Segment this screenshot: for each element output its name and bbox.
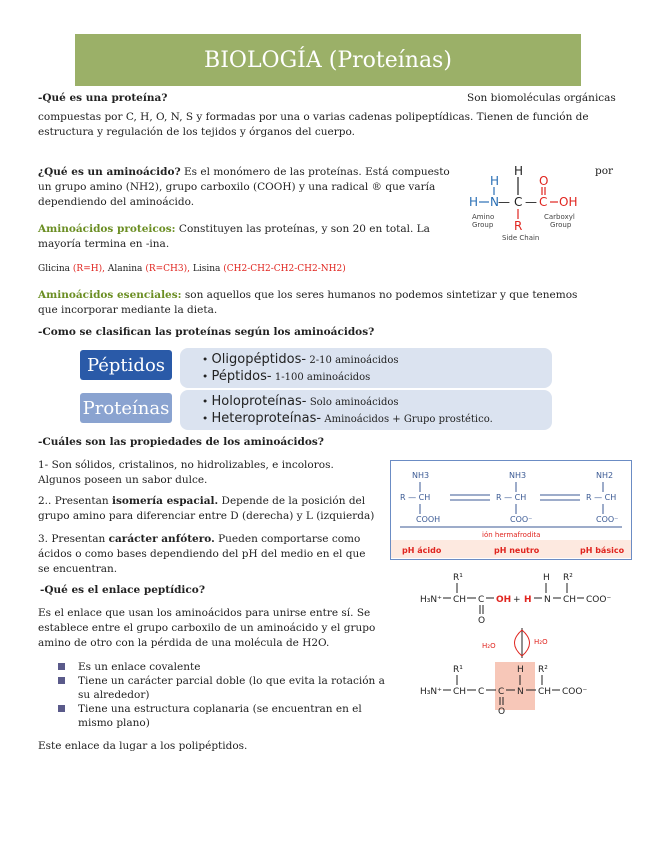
- amino-h-top: H: [490, 174, 500, 188]
- pep-o-bottom: O: [498, 707, 506, 717]
- question-peptide-bond: -Qué es el enlace peptídico?: [40, 584, 205, 596]
- pep-r2-bottom: R²: [538, 665, 548, 675]
- pep-r1-bottom: R¹: [453, 665, 463, 675]
- pep-ch-top: CH: [453, 595, 467, 605]
- ph-nh3-a: NH3: [412, 471, 430, 480]
- property-3-rest: Pueden comportarse como ácidos o como bases dependiendo del pH del medio en el que se encuentran.: [38, 533, 366, 575]
- ph-acido: pH ácido: [402, 546, 442, 555]
- ph-coo-b: COO⁻: [596, 515, 619, 524]
- side-chain-label: Side Chain: [502, 234, 540, 242]
- pep-r1-top: R¹: [453, 573, 463, 583]
- peptidos-list: [202, 352, 398, 386]
- pep-h-bottom: H: [517, 665, 524, 675]
- amino-r: R: [514, 219, 523, 233]
- property-3-start: 3. Presentan: [38, 533, 106, 545]
- answer-aminoacid: Es el monómero de las proteínas. Está compuesto: [184, 166, 450, 178]
- amino-o: O: [539, 174, 549, 188]
- proteicos-label: Aminoácidos proteicos:: [38, 223, 176, 235]
- peptidos-item: • Péptidos- 1-100 aminoácidos: [202, 369, 371, 384]
- peptide-bond-text: Es el enlace que usan los aminoácidos para unirse entre sí. Se establece entre el grupo carboxilo de un aminoácido y el grupo amino de otro con la pérdida de una molécula de H2O.: [38, 607, 376, 649]
- ph-basico: pH básico: [580, 546, 625, 555]
- amino-bond-center: —: [462, 163, 463, 164]
- property-1: 1- Son sólidos, cristalinos, no hidrolizables, e incoloros. Algunos poseen un sabor dulce.: [38, 459, 334, 486]
- list-item: Tiene una estructura coplanaria (se encuentran en el mismo plano): [38, 702, 398, 730]
- amino-oh: OH: [559, 195, 578, 209]
- pep-ch2-bottom: CH: [538, 687, 552, 697]
- pep-coo-top: COO⁻: [586, 595, 612, 605]
- esenciales-label: Aminoácidos esenciales:: [38, 289, 182, 301]
- question-aminoacid: ¿Qué es un aminoácido?: [38, 166, 181, 178]
- proteicos-text: Constituyen las proteínas, y son 20 en total. La mayoría termina en -ina.: [38, 223, 430, 250]
- example-alanina: Alanina: [107, 264, 143, 274]
- peptide-bond-diagram: [412, 568, 642, 718]
- pep-coo-bottom: COO⁻: [562, 687, 588, 697]
- answer-protein-rest: compuestas por C, H, O, N, S y formadas por una o varias cadenas polipeptídicas. Tienen de función de estructura y regulación de los tejidos y órganos del cuerpo.: [38, 111, 589, 138]
- ph-diagram: [390, 460, 632, 560]
- property-3-bold: carácter anfótero.: [108, 533, 215, 545]
- answer-protein-start: Son biomoléculas orgánicas: [467, 92, 616, 104]
- question-protein: -Qué es una proteína?: [38, 92, 168, 104]
- ph-zwitterion: ión hermafrodita: [482, 531, 541, 539]
- pep-oh: OH: [496, 595, 512, 605]
- aminoacid-paragraph: [38, 165, 458, 210]
- esenciales-text: son aquellos que los seres humanos no podemos sintetizar y que tenemos que incorporar mediante la dieta.: [38, 289, 578, 316]
- ph-rch-a: R — CH: [400, 493, 431, 502]
- pep-h-top: H: [543, 573, 550, 583]
- property-3: [38, 532, 378, 577]
- pep-h3n-bottom: H₃N⁺: [420, 687, 442, 697]
- peptide-bond-list: [38, 660, 398, 730]
- aminoacid-examples: [38, 264, 346, 274]
- page-title: BIOLOGÍA (Proteínas): [75, 34, 581, 86]
- question-classification: -Como se clasifican las proteínas según los aminoácidos?: [38, 326, 375, 338]
- proteinas-box: Proteínas: [80, 393, 172, 423]
- example-alanina-r: (R=CH3),: [145, 264, 190, 274]
- proteicos-paragraph: [38, 222, 438, 252]
- list-item: Tiene un carácter parcial doble (lo que evita la rotación a su alrededor): [38, 674, 398, 702]
- ph-nh2: NH2: [596, 471, 614, 480]
- list-item: Es un enlace covalente: [38, 660, 398, 674]
- peptidos-box: Péptidos: [80, 350, 172, 380]
- ph-cooh: COOH: [416, 515, 441, 524]
- proteinas-list: [202, 394, 493, 428]
- amino-h-left: H: [469, 195, 479, 209]
- ph-rch-b: R — CH: [496, 493, 527, 502]
- property-2-bold: isomería espacial.: [111, 495, 219, 507]
- amino-h-center: H: [514, 164, 524, 178]
- pep-h2o-right: H₂O: [534, 638, 548, 646]
- amino-n: N: [490, 195, 499, 209]
- conclusion: Este enlace da lugar a los polipéptidos.: [38, 740, 248, 752]
- ph-nh3-b: NH3: [509, 471, 527, 480]
- pep-ch-bottom: CH: [453, 687, 467, 697]
- amino-c-carboxyl: C: [539, 195, 548, 209]
- pep-c-top: C: [478, 595, 485, 605]
- esenciales-paragraph: [38, 288, 598, 318]
- example-glicina-r: (R=H),: [72, 264, 105, 274]
- word-por: por: [595, 165, 614, 177]
- pep-c-bottom-b: C: [498, 687, 505, 697]
- aminoacid-structure-diagram: [462, 163, 592, 253]
- proteinas-item: • Heteroproteínas- Aminoácidos + Grupo prostético.: [202, 411, 493, 426]
- pep-plus: +: [513, 595, 521, 605]
- ph-neutro: pH neutro: [494, 546, 540, 555]
- pep-h2o-left: H₂O: [482, 642, 496, 650]
- pep-n-top: N: [544, 595, 551, 605]
- peptidos-item: • Oligopéptidos- 2-10 aminoácidos: [202, 352, 399, 367]
- property-2: [38, 494, 378, 524]
- property-2-start: 2.. Presentan: [38, 495, 109, 507]
- pep-h3n-top: H₃N⁺: [420, 595, 442, 605]
- pep-h-red: H: [524, 595, 532, 605]
- pep-n-bottom: N: [517, 687, 524, 697]
- pep-c-bottom-a: C: [478, 687, 485, 697]
- pep-o-top: O: [478, 616, 486, 626]
- carboxyl-label-1: Carboxyl: [544, 213, 575, 221]
- amino-label-2: Group: [472, 221, 494, 229]
- example-glicina: Glicina: [38, 264, 71, 274]
- question-properties: -Cuáles son las propiedades de los aminoácidos?: [38, 436, 324, 448]
- property-2-rest: Depende de la posición del grupo amino para diferenciar entre D (derecha) y L (izquierda): [38, 495, 375, 522]
- pep-r2-top: R²: [563, 573, 573, 583]
- example-lisina: Lisina: [192, 264, 221, 274]
- example-lisina-r: (CH2-CH2-CH2-CH2-NH2): [223, 264, 346, 274]
- proteinas-item: • Holoproteínas- Solo aminoácidos: [202, 394, 399, 409]
- answer-aminoacid-rest: un grupo amino (NH2), grupo carboxilo (COOH) y una radical ® que varía dependiendo del aminoácido.: [38, 181, 436, 208]
- pep-ch2-top: CH: [563, 595, 577, 605]
- ph-coo-a: COO⁻: [510, 515, 533, 524]
- amino-label-1: Amino: [472, 213, 495, 221]
- ph-rch-c: R — CH: [586, 493, 617, 502]
- carboxyl-label-2: Group: [550, 221, 572, 229]
- amino-c-alpha: C: [514, 195, 523, 209]
- amino-bond-left: —: [498, 195, 510, 209]
- amino-bond-right: —: [525, 195, 537, 209]
